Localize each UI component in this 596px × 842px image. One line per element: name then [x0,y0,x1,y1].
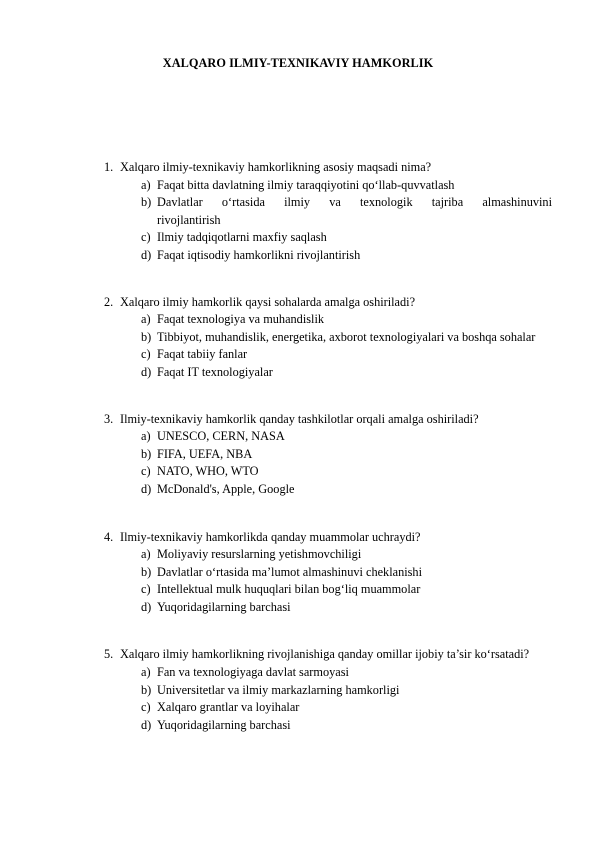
option-d [141,247,552,265]
option-text: Davlatlar o‘rtasida ma’lumot almashinuvi cheklanishi [157,564,422,579]
option-b [141,329,552,347]
question-text: Xalqaro ilmiy hamkorlikning rivojlanishiga qanday omillar ijobiy ta’sir ko‘rsatadi? [120,647,530,662]
option-letter: b) [141,329,152,344]
option-b [141,682,552,700]
question-4 [104,529,552,617]
option-b [141,564,552,582]
option-text: Faqat IT texnologiyalar [157,364,273,379]
option-letter: d) [141,717,152,732]
question-2 [104,294,552,382]
option-list [141,311,552,381]
option-text: Faqat iqtisodiy hamkorlikni rivojlantirish [157,247,361,262]
option-letter: b) [141,682,152,697]
option-text: Faqat bitta davlatning ilmiy taraqqiyotini qo‘llab-quvvatlash [157,177,455,192]
question-text: Ilmiy-texnikaviy hamkorlikda qanday muammolar uchraydi? [120,529,421,544]
option-text: Universitetlar va ilmiy markazlarning hamkorligi [157,682,400,697]
option-d [141,364,552,382]
option-c [141,581,552,599]
option-text: Tibbiyot, muhandislik, energetika, axborot texnologiyalari va boshqa sohalar [157,329,536,344]
option-letter: b) [141,446,152,461]
option-d [141,481,552,499]
option-c [141,346,552,364]
option-letter: c) [141,700,151,715]
option-list [141,428,552,498]
option-letter: c) [141,582,151,597]
option-list [141,664,552,734]
option-letter: c) [141,464,151,479]
question-number: 3. [104,411,114,426]
option-letter: a) [141,429,151,444]
question-5 [104,646,552,734]
option-c [141,229,552,247]
option-letter: a) [141,547,151,562]
option-c [141,463,552,481]
option-text: UNESCO, CERN, NASA [157,429,285,444]
question-3 [104,411,552,499]
option-letter: a) [141,665,151,680]
option-text: Faqat tabiiy fanlar [157,347,248,362]
option-letter: b) [141,195,152,210]
option-text: Moliyaviy resurslarning yetishmovchiligi [157,547,362,562]
question-number: 1. [104,160,114,174]
option-letter: d) [141,599,152,614]
option-text: Davlatlar o‘rtasida ilmiy va texnologik tajriba almashinuvini rivojlantirish [157,195,552,227]
option-text: Ilmiy tadqiqotlarni maxfiy saqlash [157,230,327,245]
option-letter: d) [141,364,152,379]
option-letter: c) [141,347,151,362]
option-d [141,599,552,617]
option-text: Xalqaro grantlar va loyihalar [157,700,300,715]
option-a [141,428,552,446]
option-a [141,664,552,682]
option-a [141,311,552,329]
option-letter: c) [141,230,151,245]
question-number: 2. [104,294,114,309]
question-list [104,159,552,734]
option-letter: b) [141,564,152,579]
option-list [141,546,552,616]
option-b [141,194,552,229]
option-text: Yuqoridagilarning barchasi [157,599,291,614]
question-1 [104,159,552,265]
option-letter: d) [141,247,152,262]
option-text: Faqat texnologiya va muhandislik [157,312,325,327]
question-text: Ilmiy-texnikaviy hamkorlik qanday tashkilotlar orqali amalga oshiriladi? [120,411,479,426]
option-text: NATO, WHO, WTO [157,464,259,479]
option-letter: a) [141,177,151,192]
option-text: McDonald's, Apple, Google [157,481,295,496]
question-text: Xalqaro ilmiy-texnikaviy hamkorlikning asosiy maqsadi nima? [120,160,432,174]
option-d [141,717,552,735]
question-number: 4. [104,529,114,544]
option-letter: a) [141,312,151,327]
option-a [141,177,552,195]
question-text: Xalqaro ilmiy hamkorlik qaysi sohalarda amalga oshiriladi? [120,294,416,309]
question-number: 5. [104,647,114,662]
option-text: Fan va texnologiyaga davlat sarmoyasi [157,665,349,680]
option-a [141,546,552,564]
document-title: XALQARO ILMIY-TEXNIKAVIY HAMKORLIK [162,56,434,70]
option-c [141,699,552,717]
option-text: Yuqoridagilarning barchasi [157,717,291,732]
option-list [141,177,552,265]
option-text: FIFA, UEFA, NBA [157,446,253,461]
option-b [141,446,552,464]
option-text: Intellektual mulk huquqlari bilan bog‘liq muammolar [157,582,421,597]
option-letter: d) [141,481,152,496]
